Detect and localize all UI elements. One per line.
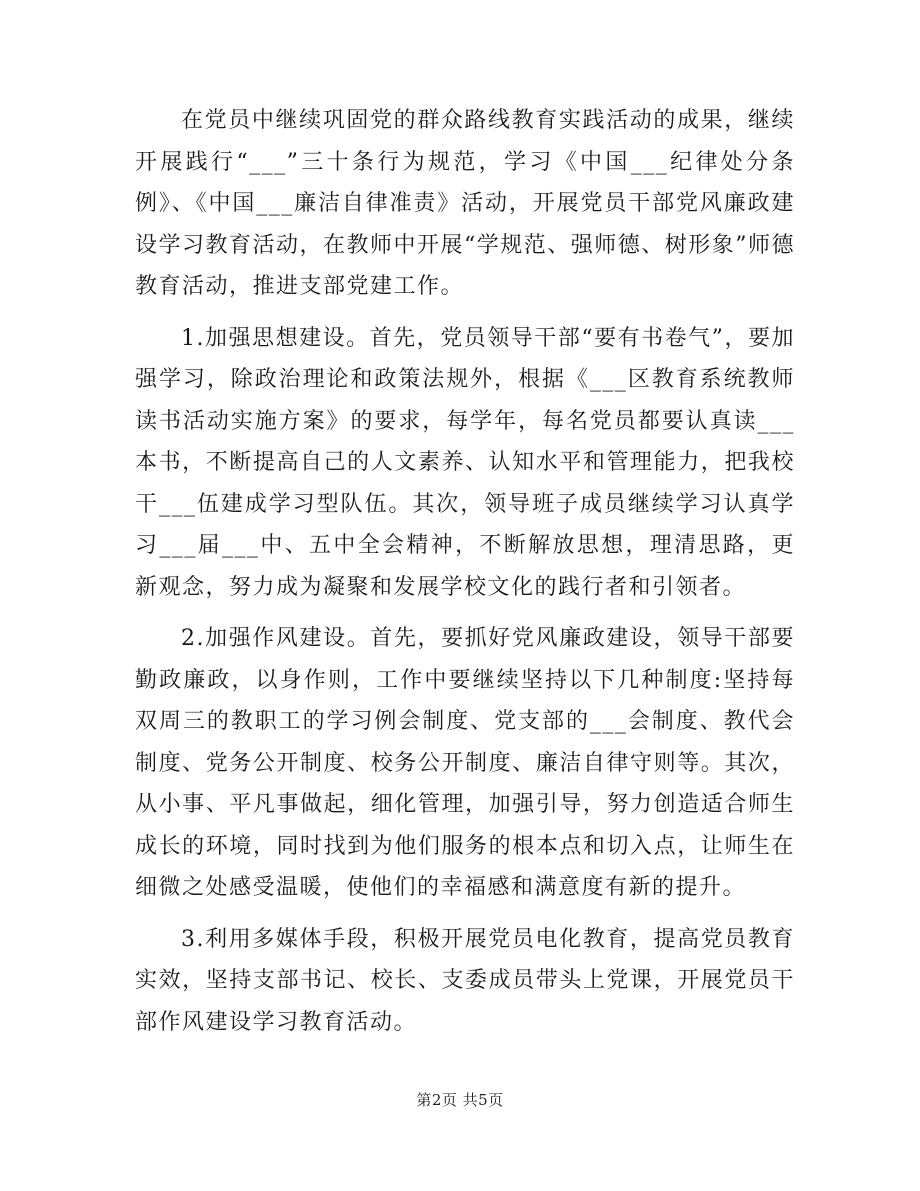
paragraph-intro: 在党员中继续巩固党的群众路线教育实践活动的成果，继续开展践行“___”三十条行为规范，学习《中国___纪律处分条例》、《中国___廉洁自律准责》活动，开展党员干部党风廉政建设学习教育活动，在教师中开展“学规范、强师德、树形象”师德教育活动，推进支部党建工作。 (135, 108, 795, 299)
document-body (135, 100, 795, 1053)
paragraph-work-style-building: 2.加强作风建设。首先，要抓好党风廉政建设，领导干部要勤政廉政，以身作则，工作中要继续坚持以下几种制度:坚持每双周三的教职工的学习例会制度、党支部的___会制度、教代会制度、党务公开制度、校务公开制度、廉洁自律守则等。其次，从小事、平凡事做起，细化管理，加强引导，努力创造适合师生成长的环境，同时找到为他们服务的根本点和切入点，让师生在细微之处感受温暖，使他们的幸福感和满意度有新的提升。 (135, 626, 795, 900)
paragraph-ideological-building: 1.加强思想建设。首先，党员领导干部“要有书卷气”，要加强学习，除政治理论和政策法规外，根据《___区教育系统教师读书活动实施方案》的要求，每学年，每名党员都要认真读___本书，不断提高自己的人文素养、认知水平和管理能力，把我校干___伍建成学习型队伍。其次，领导班子成员继续学习认真学习___届___中、五中全会精神，不断解放思想，理清思路，更新观念，努力成为凝聚和发展学校文化的践行者和引领者。 (135, 325, 795, 600)
paragraph-multimedia-education: 3.利用多媒体手段，积极开展党员电化教育，提高党员教育实效，坚持支部书记、校长、支委成员带头上党课，开展党员干部作风建设学习教育活动。 (135, 926, 795, 1035)
page-number-footer: 第2页 共5页 (416, 1091, 504, 1109)
